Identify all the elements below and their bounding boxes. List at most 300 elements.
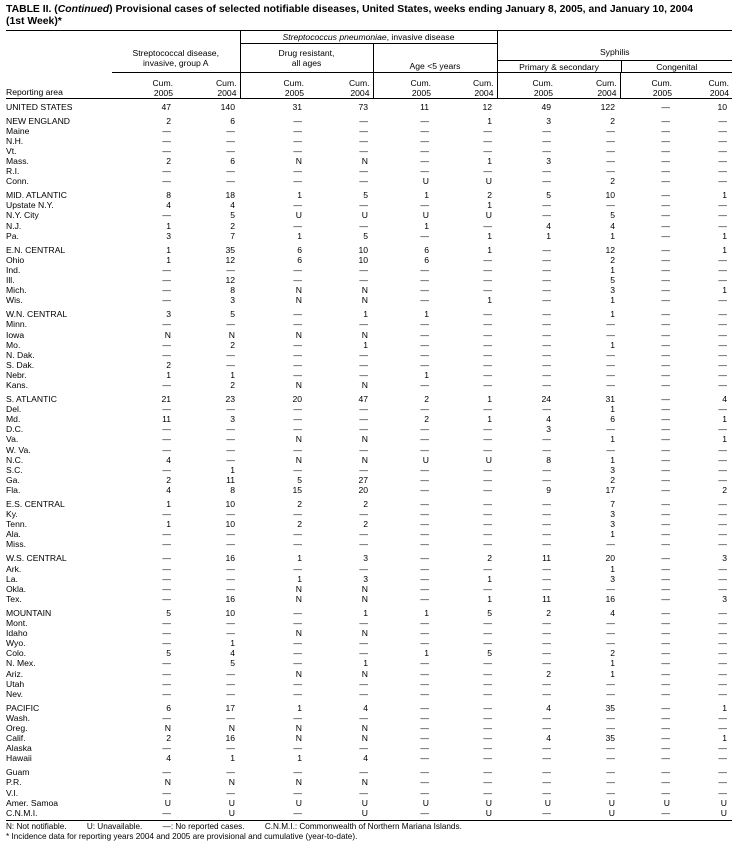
table-cell: U: [485, 210, 492, 221]
table-cell: 20: [605, 553, 615, 564]
table-cell: —: [542, 464, 551, 475]
table-cell: —: [226, 767, 235, 778]
table-cell: 1: [230, 369, 235, 380]
reporting-area-name: V.I.: [6, 787, 19, 798]
table-cell: N: [361, 285, 368, 296]
table-cell: —: [620, 808, 675, 821]
table-cell: —: [661, 702, 670, 713]
table-cell: —: [661, 658, 670, 669]
table-cell: N: [295, 329, 302, 340]
table-cell: 24: [541, 394, 551, 405]
table-cell: 122: [600, 101, 615, 112]
table-cell: —: [483, 702, 492, 713]
table-row: [6, 465, 732, 475]
table-cell: 5: [610, 210, 615, 221]
table-cell: —: [293, 176, 302, 187]
table-cell: —: [661, 145, 670, 156]
reporting-area-name: Fla.: [6, 484, 21, 495]
table-cell: 2: [546, 668, 551, 679]
table-cell: —: [661, 125, 670, 136]
table-cell: —: [483, 777, 492, 788]
table-cell: —: [606, 618, 615, 629]
table-cell: —: [606, 349, 615, 360]
table-cell: —: [293, 424, 302, 435]
table-cell: —: [483, 339, 492, 350]
table-cell: —: [359, 464, 368, 475]
table-cell: 1: [610, 454, 615, 465]
table-cell: 1: [297, 753, 302, 764]
table-cell: 1: [610, 295, 615, 306]
table-cell: N: [361, 583, 368, 594]
table-cell: —: [718, 254, 727, 265]
table-cell: 4: [166, 200, 171, 211]
table-cell: —: [542, 563, 551, 574]
table-cell: —: [483, 712, 492, 723]
table-cell: 31: [605, 394, 615, 405]
table-cell: —: [420, 156, 429, 167]
table-cell: 1: [297, 230, 302, 241]
table-row: [6, 509, 732, 519]
table-cell: —: [661, 743, 670, 754]
table-cell: —: [226, 628, 235, 639]
table-cell: —: [162, 210, 171, 221]
table-cell: —: [542, 349, 551, 360]
table-cell: N: [295, 156, 302, 167]
table-row: [6, 200, 732, 210]
table-cell: —: [293, 339, 302, 350]
table-row: [6, 574, 732, 584]
table-row: [6, 445, 732, 455]
table-cell: —: [542, 529, 551, 540]
table-cell: 18: [225, 190, 235, 201]
table-cell: —: [359, 319, 368, 330]
table-cell: —: [483, 519, 492, 530]
table-cell: —: [293, 145, 302, 156]
table-cell: —: [483, 678, 492, 689]
table-cell: N: [361, 668, 368, 679]
table-cell: 2: [487, 190, 492, 201]
table-cell: —: [718, 444, 727, 455]
table-cell: —: [483, 275, 492, 286]
table-cell: —: [162, 787, 171, 798]
footnote-u: U: Unavailable.: [86, 821, 143, 831]
reporting-area-name: W.N. CENTRAL: [6, 309, 68, 320]
table-cell: —: [162, 678, 171, 689]
table-cell: N: [361, 156, 368, 167]
table-cell: —: [718, 509, 727, 520]
table-cell: 47: [358, 394, 368, 405]
table-cell: 3: [546, 156, 551, 167]
table-cell: —: [359, 688, 368, 699]
table-cell: 15: [292, 484, 302, 495]
table-cell: 2: [487, 553, 492, 564]
table-cell: —: [542, 444, 551, 455]
table-cell: —: [542, 658, 551, 669]
table-cell: —: [162, 464, 171, 475]
table-cell: —: [420, 753, 429, 764]
table-cell: 4: [722, 394, 727, 405]
table-cell: —: [542, 295, 551, 306]
table-cell: —: [483, 166, 492, 177]
table-cell: 1: [297, 702, 302, 713]
table-cell: —: [359, 264, 368, 275]
table-cell: —: [293, 464, 302, 475]
table-cell: —: [483, 722, 492, 733]
table-row: [6, 753, 732, 763]
table-cell: —: [718, 135, 727, 146]
header-blank-3: [497, 31, 732, 44]
table-cell: U: [422, 210, 429, 221]
table-cell: —: [542, 200, 551, 211]
table-cell: 2: [230, 379, 235, 390]
header-cum-2005: Cum. 2005: [240, 73, 307, 99]
table-cell: 2: [363, 519, 368, 530]
table-cell: —: [420, 743, 429, 754]
table-cell: —: [226, 787, 235, 798]
table-cell: 1: [363, 309, 368, 320]
table-cell: 10: [225, 519, 235, 530]
table-row: [6, 231, 732, 241]
table-cell: —: [483, 563, 492, 574]
table-row: [6, 495, 732, 509]
reporting-area-name: Utah: [6, 678, 25, 689]
table-cell: 5: [166, 648, 171, 659]
footnote-star: * Incidence data for reporting years 2004 and 2005 are provisional and cumulative (year-to-date).: [6, 831, 358, 841]
table-cell: —: [162, 295, 171, 306]
table-cell: 20: [292, 394, 302, 405]
table-cell: 5: [230, 309, 235, 320]
table-cell: —: [718, 539, 727, 550]
table-cell: 2: [166, 359, 171, 370]
table-cell: 1: [363, 607, 368, 618]
reporting-area-name: Nebr.: [6, 369, 27, 380]
table-cell: —: [606, 444, 615, 455]
table-cell: —: [226, 176, 235, 187]
table-cell: 1: [166, 519, 171, 530]
table-cell: 1: [487, 593, 492, 604]
table-cell: —: [661, 200, 670, 211]
table-cell: —: [661, 285, 670, 296]
table-cell: —: [226, 573, 235, 584]
table-row: [6, 638, 732, 648]
table-cell: —: [661, 733, 670, 744]
table-cell: —: [661, 668, 670, 679]
table-cell: 1: [487, 156, 492, 167]
table-cell: —: [483, 658, 492, 669]
table-cell: —: [483, 329, 492, 340]
table-cell: —: [718, 688, 727, 699]
table-cell: N: [228, 329, 235, 340]
table-cell: —: [483, 404, 492, 415]
reporting-area-name: Md.: [6, 414, 21, 425]
table-cell: —: [293, 648, 302, 659]
table-cell: 4: [230, 200, 235, 211]
table-cell: —: [359, 166, 368, 177]
table-cell: 23: [225, 394, 235, 405]
table-cell: 1: [424, 190, 429, 201]
table-cell: —: [606, 628, 615, 639]
table-cell: —: [718, 753, 727, 764]
table-cell: —: [542, 404, 551, 415]
reporting-area-name: N.C.: [6, 454, 24, 465]
table-cell: 35: [225, 244, 235, 255]
table-cell: —: [542, 319, 551, 330]
table-cell: 2: [297, 499, 302, 510]
table-cell: —: [718, 454, 727, 465]
table-cell: —: [359, 404, 368, 415]
title-text: ) Provisional cases of selected notifiable diseases, United States, weeks ending January 8, 2005, and January 10, 2004: [109, 4, 694, 15]
table-cell: 1: [546, 230, 551, 241]
table-row: [6, 689, 732, 699]
table-cell: —: [420, 349, 429, 360]
table-cell: —: [542, 379, 551, 390]
table-cell: —: [718, 115, 727, 126]
table-cell: 5: [610, 275, 615, 286]
table-cell: 3: [722, 553, 727, 564]
table-cell: —: [483, 474, 492, 485]
table-cell: —: [661, 166, 670, 177]
table-cell: —: [359, 743, 368, 754]
table-cell: 10: [225, 499, 235, 510]
table-cell: —: [293, 509, 302, 520]
table-cell: 1: [610, 309, 615, 320]
table-cell: —: [718, 638, 727, 649]
table-cell: —: [483, 464, 492, 475]
table-cell: —: [542, 678, 551, 689]
table-row: [6, 743, 732, 753]
table-cell: 12: [225, 254, 235, 265]
table-cell: 1: [487, 295, 492, 306]
table-cell: U: [544, 797, 551, 808]
table-cell: —: [661, 444, 670, 455]
table-cell: —: [162, 379, 171, 390]
table-cell: 2: [610, 254, 615, 265]
table-cell: 7: [610, 499, 615, 510]
table-cell: —: [420, 573, 429, 584]
table-cell: —: [661, 319, 670, 330]
table-cell: —: [718, 295, 727, 306]
reporting-area-name: Del.: [6, 404, 22, 415]
table-cell: 1: [230, 753, 235, 764]
table-cell: —: [661, 464, 670, 475]
table-cell: —: [718, 722, 727, 733]
table-cell: —: [606, 424, 615, 435]
reporting-area-name: Iowa: [6, 329, 25, 340]
table-cell: —: [162, 688, 171, 699]
reporting-area-name: S. ATLANTIC: [6, 394, 57, 405]
table-cell: —: [162, 743, 171, 754]
reporting-area-name: S. Dak.: [6, 359, 35, 370]
table-row: [6, 404, 732, 414]
table-cell: 4: [166, 484, 171, 495]
table-cell: —: [718, 156, 727, 167]
table-cell: N: [361, 733, 368, 744]
table-cell: 4: [546, 414, 551, 425]
table-cell: —: [661, 767, 670, 778]
table-row: [6, 434, 732, 444]
table-cell: —: [483, 369, 492, 380]
table-cell: —: [483, 529, 492, 540]
table-cell: 5: [230, 658, 235, 669]
table-cell: —: [420, 339, 429, 350]
table-cell: —: [420, 200, 429, 211]
table-cell: —: [483, 349, 492, 360]
table-cell: U: [361, 797, 368, 808]
table-cell: 3: [722, 593, 727, 604]
header-strep-group-a: Streptococcal disease, invasive, group A: [112, 44, 240, 73]
table-cell: 1: [424, 220, 429, 231]
table-cell: 16: [225, 593, 235, 604]
table-cell: —: [162, 712, 171, 723]
table-cell: —: [661, 404, 670, 415]
table-cell: —: [542, 166, 551, 177]
table-cell: —: [661, 275, 670, 286]
table-cell: N: [164, 722, 171, 733]
table-cell: —: [226, 454, 235, 465]
reporting-area-name: Wash.: [6, 712, 31, 723]
table-cell: —: [606, 767, 615, 778]
table-cell: 2: [722, 484, 727, 495]
table-cell: —: [112, 808, 176, 821]
table-cell: —: [483, 688, 492, 699]
table-cell: 1: [722, 733, 727, 744]
table-cell: —: [542, 339, 551, 350]
table-cell: —: [293, 787, 302, 798]
table-cell: U: [422, 176, 429, 187]
table-cell: 2: [230, 339, 235, 350]
reporting-area-name: E.S. CENTRAL: [6, 499, 65, 510]
table-cell: N: [228, 777, 235, 788]
footnote-n: N: Not notifiable.: [6, 821, 67, 831]
table-cell: 6: [297, 254, 302, 265]
table-cell: —: [359, 787, 368, 798]
reporting-area-name: Amer. Samoa: [6, 797, 59, 808]
table-cell: —: [359, 648, 368, 659]
table-cell: 16: [225, 733, 235, 744]
table-cell: 5: [230, 210, 235, 221]
table-cell: —: [420, 539, 429, 550]
reporting-area-name: Alaska: [6, 743, 32, 754]
table-cell: —: [661, 712, 670, 723]
table-cell: —: [661, 593, 670, 604]
table-cell: U: [361, 210, 368, 221]
table-cell: 4: [610, 607, 615, 618]
table-cell: —: [542, 434, 551, 445]
table-cell: —: [606, 743, 615, 754]
table-cell: —: [661, 583, 670, 594]
table-cell: —: [420, 285, 429, 296]
table-row: [6, 265, 732, 275]
table-cell: —: [718, 264, 727, 275]
table-cell: —: [162, 285, 171, 296]
table-cell: —: [359, 176, 368, 187]
table-row: [6, 329, 732, 339]
table-cell: —: [162, 638, 171, 649]
table-cell: 6: [166, 702, 171, 713]
reporting-area-name: R.I.: [6, 166, 20, 177]
table-cell: U: [663, 797, 670, 808]
table-cell: —: [661, 230, 670, 241]
table-cell: —: [483, 319, 492, 330]
reporting-area-name: N.Y. City: [6, 210, 39, 221]
table-cell: —: [661, 628, 670, 639]
table-cell: —: [162, 628, 171, 639]
table-cell: —: [542, 753, 551, 764]
table-cell: —: [359, 145, 368, 156]
table-cell: —: [226, 618, 235, 629]
table-cell: —: [542, 648, 551, 659]
table-cell: —: [542, 638, 551, 649]
table-row: [6, 98, 732, 112]
table-cell: 1: [487, 200, 492, 211]
table-cell: —: [661, 329, 670, 340]
table-row: [6, 628, 732, 638]
table-cell: —: [293, 349, 302, 360]
table-cell: —: [420, 166, 429, 177]
table-cell: —: [542, 628, 551, 639]
table-cell: 5: [487, 607, 492, 618]
table-cell: —: [542, 309, 551, 320]
table-cell: —: [661, 787, 670, 798]
reporting-area-name: Mont.: [6, 618, 28, 629]
table-cell: 3: [230, 295, 235, 306]
table-cell: —: [542, 329, 551, 340]
table-cell: —: [359, 539, 368, 550]
table-cell: U: [295, 797, 302, 808]
table-cell: —: [359, 349, 368, 360]
table-cell: N: [295, 733, 302, 744]
table-cell: —: [483, 309, 492, 320]
table-row: [6, 475, 732, 485]
table-cell: —: [718, 166, 727, 177]
table-row: [6, 241, 732, 255]
table-cell: —: [483, 787, 492, 798]
table-cell: —: [661, 254, 670, 265]
table-cell: —: [542, 583, 551, 594]
header-cum-2005: Cum. 2005: [112, 73, 176, 99]
table-cell: —: [162, 275, 171, 286]
table-cell: —: [226, 319, 235, 330]
table-cell: N: [295, 583, 302, 594]
table-cell: 1: [722, 414, 727, 425]
table-cell: 12: [482, 101, 492, 112]
table-cell: 35: [605, 702, 615, 713]
reporting-area-name: Guam: [6, 767, 30, 778]
table-cell: —: [606, 156, 615, 167]
table-cell: 11: [162, 414, 171, 425]
table-cell: —: [420, 583, 429, 594]
table-cell: 73: [358, 101, 368, 112]
table-cell: —: [661, 339, 670, 350]
table-cell: —: [420, 319, 429, 330]
table-cell: —: [420, 787, 429, 798]
table-cell: 5: [166, 607, 171, 618]
table-cell: N: [361, 593, 368, 604]
table-cell: 5: [363, 190, 368, 201]
table-cell: —: [483, 434, 492, 445]
table-cell: —: [162, 444, 171, 455]
table-cell: 1: [610, 658, 615, 669]
reporting-area-name: N.H.: [6, 135, 24, 146]
table-cell: 1: [424, 309, 429, 320]
table-cell: —: [542, 359, 551, 370]
table-cell: U: [485, 797, 492, 808]
table-cell: 17: [225, 702, 235, 713]
table-cell: 2: [610, 115, 615, 126]
table-cell: 3: [610, 464, 615, 475]
table-cell: —: [718, 583, 727, 594]
table-cell: —: [162, 529, 171, 540]
